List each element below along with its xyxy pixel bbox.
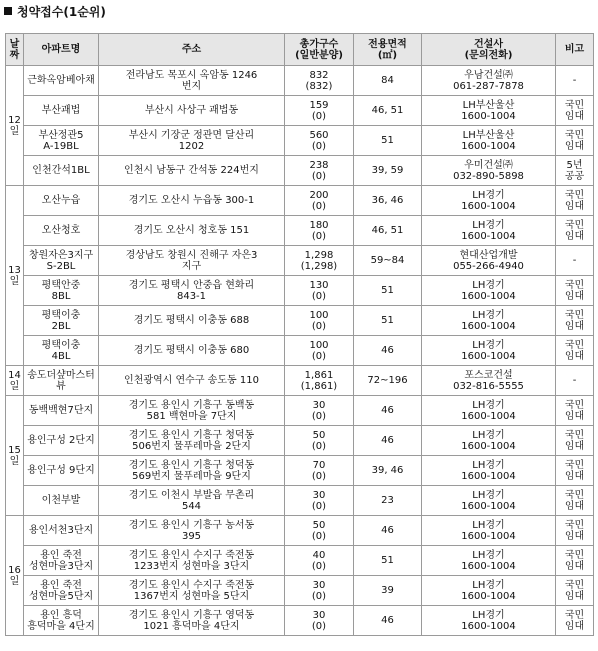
note-cell: 국민 임대	[556, 576, 594, 606]
units-cell: 50 (0)	[285, 426, 354, 456]
address-cell: 경기도 오산시 청호동 151	[99, 216, 285, 246]
address-cell: 경기도 평택시 안중읍 현화리 843-1	[99, 276, 285, 306]
apt-cell: 용인 죽전 성현마을3단지	[24, 546, 99, 576]
table-row	[6, 126, 594, 156]
note-cell: 국민 임대	[556, 516, 594, 546]
company-cell: LH경기 1600-1004	[422, 276, 556, 306]
table-row	[6, 96, 594, 126]
area-cell: 23	[354, 486, 422, 516]
note-cell: -	[556, 66, 594, 96]
company-cell: LH경기 1600-1004	[422, 576, 556, 606]
date-cell: 15 일	[6, 396, 24, 516]
note-cell: 국민 임대	[556, 456, 594, 486]
apt-cell: 인천간석1BL	[24, 156, 99, 186]
apt-cell: 근화옥암베아채	[24, 66, 99, 96]
header-addr: 주소	[99, 34, 285, 66]
apt-cell: 이천부발	[24, 486, 99, 516]
apt-cell: 용인 죽전 성현마을5단지	[24, 576, 99, 606]
area-cell: 39, 59	[354, 156, 422, 186]
company-cell: 포스코건설 032-816-5555	[422, 366, 556, 396]
note-cell: 국민 임대	[556, 546, 594, 576]
area-cell: 51	[354, 546, 422, 576]
address-cell: 경기도 용인시 기흥구 청덕동 569번지 물푸레마을 9단지	[99, 456, 285, 486]
area-cell: 59~84	[354, 246, 422, 276]
apt-cell: 용인 흥덕 흥덕마을 4단지	[24, 606, 99, 636]
note-cell: 국민 임대	[556, 186, 594, 216]
address-cell: 경기도 용인시 기흥구 동백동 581 백현마을 7단지	[99, 396, 285, 426]
date-cell: 13 일	[6, 186, 24, 366]
note-cell: 국민 임대	[556, 606, 594, 636]
company-cell: LH경기 1600-1004	[422, 336, 556, 366]
company-cell: LH경기 1600-1004	[422, 606, 556, 636]
company-cell: LH경기 1600-1004	[422, 216, 556, 246]
note-cell: -	[556, 366, 594, 396]
company-cell: LH경기 1600-1004	[422, 426, 556, 456]
area-cell: 46	[354, 336, 422, 366]
units-cell: 30 (0)	[285, 576, 354, 606]
address-cell: 경기도 용인시 기흥구 영덕동 1021 흥덕마을 4단지	[99, 606, 285, 636]
area-cell: 51	[354, 126, 422, 156]
units-cell: 40 (0)	[285, 546, 354, 576]
company-cell: LH경기 1600-1004	[422, 456, 556, 486]
date-cell: 16 일	[6, 516, 24, 636]
note-cell: 국민 임대	[556, 96, 594, 126]
company-cell: LH경기 1600-1004	[422, 546, 556, 576]
note-cell: 국민 임대	[556, 426, 594, 456]
header-note: 비고	[556, 34, 594, 66]
header-units: 총가구수 (일반분양)	[285, 34, 354, 66]
company-cell: LH경기 1600-1004	[422, 516, 556, 546]
address-cell: 경상남도 창원시 진해구 자은3 지구	[99, 246, 285, 276]
company-cell: LH경기 1600-1004	[422, 186, 556, 216]
note-cell: 국민 임대	[556, 336, 594, 366]
table-row	[6, 486, 594, 516]
area-cell: 46	[354, 396, 422, 426]
units-cell: 159 (0)	[285, 96, 354, 126]
address-cell: 전라남도 목포시 옥암동 1246 번지	[99, 66, 285, 96]
company-cell: LH부산울산 1600-1004	[422, 96, 556, 126]
note-cell: 국민 임대	[556, 486, 594, 516]
section-title	[4, 2, 106, 22]
units-cell: 238 (0)	[285, 156, 354, 186]
table-row	[6, 576, 594, 606]
subscription-table	[5, 33, 594, 636]
address-cell: 부산시 기장군 정관면 달산리 1202	[99, 126, 285, 156]
note-cell: 국민 임대	[556, 126, 594, 156]
apt-cell: 부산괘법	[24, 96, 99, 126]
table-row	[6, 216, 594, 246]
company-cell: 우남건설㈜ 061-287-7878	[422, 66, 556, 96]
apt-cell: 평택이충 4BL	[24, 336, 99, 366]
address-cell: 경기도 평택시 이충동 688	[99, 306, 285, 336]
area-cell: 51	[354, 306, 422, 336]
area-cell: 36, 46	[354, 186, 422, 216]
apt-cell: 용인구성 2단지	[24, 426, 99, 456]
apt-cell: 용인구성 9단지	[24, 456, 99, 486]
header-company: 건설사 (문의전화)	[422, 34, 556, 66]
table-body	[6, 66, 594, 636]
address-cell: 부산시 사상구 괘법동	[99, 96, 285, 126]
address-cell: 경기도 평택시 이충동 680	[99, 336, 285, 366]
area-cell: 72~196	[354, 366, 422, 396]
units-cell: 200 (0)	[285, 186, 354, 216]
area-cell: 84	[354, 66, 422, 96]
apt-cell: 부산정관5 A-19BL	[24, 126, 99, 156]
apt-cell: 오산누읍	[24, 186, 99, 216]
square-bullet-icon	[4, 7, 12, 15]
header-area: 전용면적 (㎡)	[354, 34, 422, 66]
area-cell: 39, 46	[354, 456, 422, 486]
address-cell: 경기도 용인시 기흥구 청덕동 506번지 물푸레마을 2단지	[99, 426, 285, 456]
area-cell: 46	[354, 426, 422, 456]
units-cell: 832 (832)	[285, 66, 354, 96]
units-cell: 180 (0)	[285, 216, 354, 246]
apt-cell: 평택이충 2BL	[24, 306, 99, 336]
area-cell: 46	[354, 516, 422, 546]
address-cell: 인천광역시 연수구 송도동 110	[99, 366, 285, 396]
area-cell: 46, 51	[354, 216, 422, 246]
table-row	[6, 606, 594, 636]
units-cell: 70 (0)	[285, 456, 354, 486]
note-cell: 국민 임대	[556, 216, 594, 246]
area-cell: 39	[354, 576, 422, 606]
area-cell: 51	[354, 276, 422, 306]
units-cell: 30 (0)	[285, 606, 354, 636]
units-cell: 130 (0)	[285, 276, 354, 306]
date-cell: 14 일	[6, 366, 24, 396]
area-cell: 46, 51	[354, 96, 422, 126]
apt-cell: 창원자은3지구 S-2BL	[24, 246, 99, 276]
apt-cell: 오산청호	[24, 216, 99, 246]
table-row	[6, 156, 594, 186]
company-cell: LH경기 1600-1004	[422, 486, 556, 516]
company-cell: 우미건설㈜ 032-890-5898	[422, 156, 556, 186]
table-row	[6, 246, 594, 276]
company-cell: LH경기 1600-1004	[422, 396, 556, 426]
table-row	[6, 396, 594, 426]
table-row	[6, 456, 594, 486]
company-cell: 현대산업개발 055-266-4940	[422, 246, 556, 276]
units-cell: 1,298 (1,298)	[285, 246, 354, 276]
header-apt: 아파트명	[24, 34, 99, 66]
address-cell: 경기도 용인시 기흥구 농서동 395	[99, 516, 285, 546]
address-cell: 경기도 용인시 수지구 죽전동 1233번지 성현마을 3단지	[99, 546, 285, 576]
note-cell: -	[556, 246, 594, 276]
date-cell: 12 일	[6, 66, 24, 186]
units-cell: 100 (0)	[285, 306, 354, 336]
table-row	[6, 336, 594, 366]
company-cell: LH경기 1600-1004	[422, 306, 556, 336]
table-row	[6, 426, 594, 456]
note-cell: 국민 임대	[556, 396, 594, 426]
address-cell: 인천시 남동구 간석동 224번지	[99, 156, 285, 186]
units-cell: 560 (0)	[285, 126, 354, 156]
note-cell: 국민 임대	[556, 306, 594, 336]
apt-cell: 용인서천3단지	[24, 516, 99, 546]
address-cell: 경기도 오산시 누읍동 300-1	[99, 186, 285, 216]
table-row	[6, 366, 594, 396]
units-cell: 50 (0)	[285, 516, 354, 546]
header-row	[6, 34, 594, 66]
address-cell: 경기도 이천시 부발읍 무촌리 544	[99, 486, 285, 516]
table-row	[6, 306, 594, 336]
note-cell: 5년 공공	[556, 156, 594, 186]
units-cell: 30 (0)	[285, 396, 354, 426]
units-cell: 100 (0)	[285, 336, 354, 366]
table-row	[6, 516, 594, 546]
table-row	[6, 186, 594, 216]
header-date: 날짜	[6, 34, 24, 66]
apt-cell: 동백백현7단지	[24, 396, 99, 426]
address-cell: 경기도 용인시 수지구 죽전동 1367번지 성현마을 5단지	[99, 576, 285, 606]
table-row	[6, 546, 594, 576]
apt-cell: 송도더샾마스터 뷰	[24, 366, 99, 396]
note-cell: 국민 임대	[556, 276, 594, 306]
units-cell: 1,861 (1,861)	[285, 366, 354, 396]
apt-cell: 평택안중 8BL	[24, 276, 99, 306]
section-title-text: 청약접수(1순위)	[17, 5, 106, 19]
company-cell: LH부산울산 1600-1004	[422, 126, 556, 156]
units-cell: 30 (0)	[285, 486, 354, 516]
table-row	[6, 66, 594, 96]
table-row	[6, 276, 594, 306]
area-cell: 46	[354, 606, 422, 636]
